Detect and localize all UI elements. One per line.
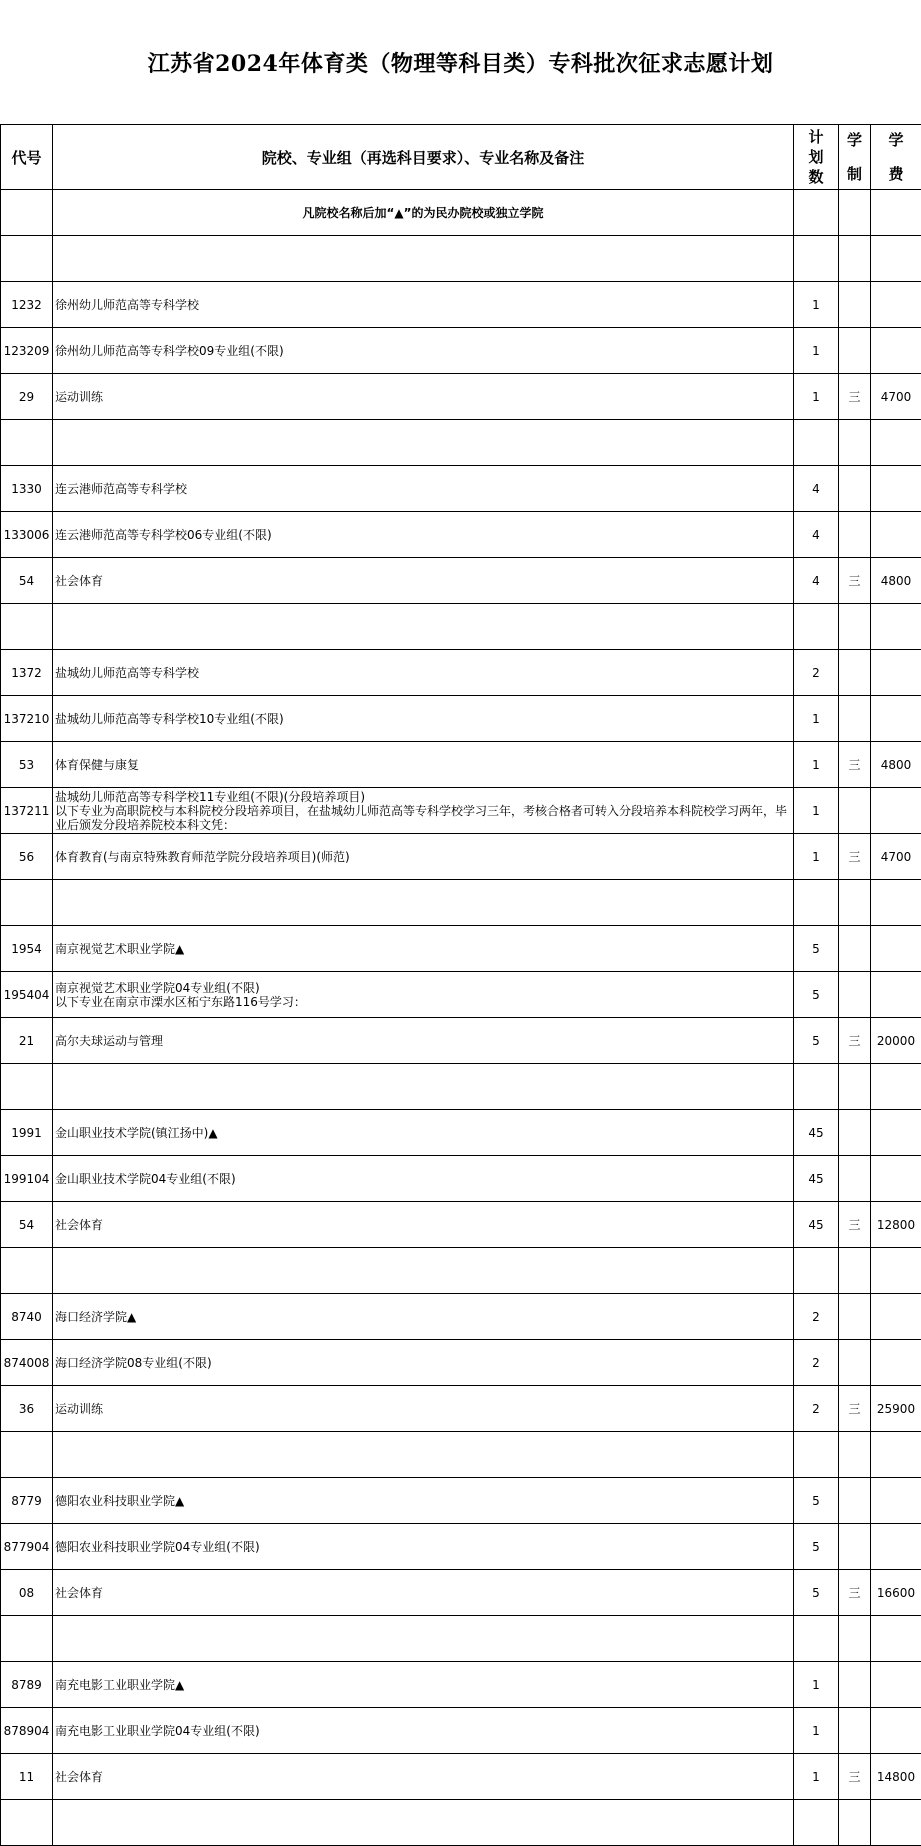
row-name: 连云港师范高等专科学校 (53, 466, 794, 512)
row-plan (794, 420, 839, 466)
row-plan: 1 (794, 834, 839, 880)
row-name: 金山职业技术学院04专业组(不限) (53, 1156, 794, 1202)
row-fee: 14800 (871, 1754, 921, 1800)
row-plan: 2 (794, 1294, 839, 1340)
row-duration (839, 972, 871, 1018)
header-name: 院校、专业组（再选科目要求）、专业名称及备注 (53, 125, 794, 190)
row-fee: 25900 (871, 1386, 921, 1432)
table-row (1, 328, 921, 374)
table-row (1, 558, 921, 604)
row-name: 连云港师范高等专科学校06专业组(不限) (53, 512, 794, 558)
row-plan (794, 1432, 839, 1478)
table-row (1, 1202, 921, 1248)
row-fee (871, 972, 921, 1018)
spacer-row (1, 604, 921, 650)
row-fee: 16600 (871, 1570, 921, 1616)
row-code: 137211 (1, 788, 53, 834)
header-fee-char: 学 (871, 130, 921, 150)
row-duration: 三 (839, 1754, 871, 1800)
row-name (53, 1248, 794, 1294)
row-fee (871, 512, 921, 558)
row-duration (839, 1708, 871, 1754)
row-name: 体育保健与康复 (53, 742, 794, 788)
table-row (1, 926, 921, 972)
row-duration (839, 1662, 871, 1708)
row-duration (839, 696, 871, 742)
row-code: 8789 (1, 1662, 53, 1708)
row-name: 南京视觉艺术职业学院▲ (53, 926, 794, 972)
row-name: 社会体育 (53, 1754, 794, 1800)
row-plan: 2 (794, 1340, 839, 1386)
table-row (1, 1294, 921, 1340)
row-plan: 5 (794, 972, 839, 1018)
row-plan: 1 (794, 282, 839, 328)
row-duration: 三 (839, 374, 871, 420)
spacer-row (1, 1064, 921, 1110)
spacer-row (1, 1248, 921, 1294)
row-fee (871, 282, 921, 328)
row-code (1, 1800, 53, 1846)
table-row (1, 1754, 921, 1800)
table-row (1, 1110, 921, 1156)
table-row (1, 1156, 921, 1202)
row-duration (839, 604, 871, 650)
table-row (1, 650, 921, 696)
row-duration: 三 (839, 1386, 871, 1432)
row-duration (839, 1524, 871, 1570)
row-duration (839, 1248, 871, 1294)
row-duration (839, 1616, 871, 1662)
table-row (1, 1478, 921, 1524)
row-plan: 4 (794, 466, 839, 512)
row-plan: 5 (794, 1524, 839, 1570)
row-code: 53 (1, 742, 53, 788)
row-duration (839, 282, 871, 328)
row-code: 133006 (1, 512, 53, 558)
notice-empty-cell (794, 190, 839, 236)
row-duration (839, 236, 871, 282)
row-fee (871, 1110, 921, 1156)
header-plan (794, 125, 839, 190)
row-code: 21 (1, 1018, 53, 1064)
row-plan: 1 (794, 1662, 839, 1708)
row-fee (871, 880, 921, 926)
row-code (1, 420, 53, 466)
row-code (1, 236, 53, 282)
row-fee (871, 1662, 921, 1708)
table-row (1, 1386, 921, 1432)
row-code: 195404 (1, 972, 53, 1018)
row-plan: 5 (794, 926, 839, 972)
row-name: 运动训练 (53, 1386, 794, 1432)
row-code: 54 (1, 558, 53, 604)
table-row (1, 512, 921, 558)
row-plan (794, 1616, 839, 1662)
row-name: 运动训练 (53, 374, 794, 420)
row-fee (871, 1616, 921, 1662)
row-duration (839, 1340, 871, 1386)
row-duration: 三 (839, 834, 871, 880)
row-fee: 4700 (871, 374, 921, 420)
row-code: 36 (1, 1386, 53, 1432)
row-plan: 1 (794, 328, 839, 374)
table-row (1, 374, 921, 420)
row-fee (871, 1294, 921, 1340)
row-code: 878904 (1, 1708, 53, 1754)
row-name: 南京视觉艺术职业学院04专业组(不限) 以下专业在南京市溧水区柘宁东路116号学习： (53, 972, 794, 1018)
table-row (1, 1708, 921, 1754)
row-code: 29 (1, 374, 53, 420)
row-code: 1232 (1, 282, 53, 328)
table-row (1, 466, 921, 512)
spacer-row (1, 1616, 921, 1662)
row-name: 社会体育 (53, 1570, 794, 1616)
row-name (53, 880, 794, 926)
row-name: 南充电影工业职业学院▲ (53, 1662, 794, 1708)
row-fee (871, 1478, 921, 1524)
row-duration (839, 926, 871, 972)
row-plan (794, 1248, 839, 1294)
row-code: 11 (1, 1754, 53, 1800)
row-code: 1954 (1, 926, 53, 972)
row-fee (871, 420, 921, 466)
row-fee: 20000 (871, 1018, 921, 1064)
row-fee (871, 328, 921, 374)
row-code: 1330 (1, 466, 53, 512)
table-row (1, 1340, 921, 1386)
row-code: 877904 (1, 1524, 53, 1570)
row-duration (839, 328, 871, 374)
row-name: 盐城幼儿师范高等专科学校 (53, 650, 794, 696)
notice-empty-cell (839, 190, 871, 236)
row-fee: 12800 (871, 1202, 921, 1248)
row-code (1, 1248, 53, 1294)
header-fee-char: 费 (871, 164, 921, 184)
row-duration (839, 1110, 871, 1156)
row-duration: 三 (839, 1570, 871, 1616)
row-plan: 1 (794, 742, 839, 788)
row-fee (871, 1432, 921, 1478)
row-duration (839, 1294, 871, 1340)
table-row (1, 742, 921, 788)
row-name: 德阳农业科技职业学院04专业组(不限) (53, 1524, 794, 1570)
row-code: 56 (1, 834, 53, 880)
spacer-row (1, 236, 921, 282)
plan-table (0, 124, 921, 1846)
row-code (1, 880, 53, 926)
row-duration (839, 650, 871, 696)
row-plan: 1 (794, 1754, 839, 1800)
notice-code-cell (1, 190, 53, 236)
header-duration (839, 125, 871, 190)
spacer-row (1, 420, 921, 466)
row-name: 海口经济学院08专业组(不限) (53, 1340, 794, 1386)
row-name: 南充电影工业职业学院04专业组(不限) (53, 1708, 794, 1754)
row-name: 盐城幼儿师范高等专科学校10专业组(不限) (53, 696, 794, 742)
row-duration: 三 (839, 1202, 871, 1248)
row-fee (871, 788, 921, 834)
row-duration: 三 (839, 558, 871, 604)
row-code: 54 (1, 1202, 53, 1248)
row-name: 金山职业技术学院(镇江扬中)▲ (53, 1110, 794, 1156)
row-plan: 5 (794, 1570, 839, 1616)
spacer-row (1, 1800, 921, 1846)
row-code: 1991 (1, 1110, 53, 1156)
row-code (1, 1064, 53, 1110)
header-duration-char: 学 (839, 130, 870, 150)
row-plan: 5 (794, 1018, 839, 1064)
row-fee (871, 466, 921, 512)
row-plan: 5 (794, 1478, 839, 1524)
row-fee (871, 1064, 921, 1110)
row-duration: 三 (839, 742, 871, 788)
row-plan: 4 (794, 558, 839, 604)
row-code (1, 1432, 53, 1478)
row-name: 社会体育 (53, 1202, 794, 1248)
spacer-row (1, 1432, 921, 1478)
row-code: 8740 (1, 1294, 53, 1340)
row-fee (871, 604, 921, 650)
row-plan: 1 (794, 696, 839, 742)
header-plan-char: 划 (794, 147, 838, 167)
row-fee (871, 926, 921, 972)
row-plan: 45 (794, 1110, 839, 1156)
notice-row (1, 190, 921, 236)
row-name: 高尔夫球运动与管理 (53, 1018, 794, 1064)
row-name: 德阳农业科技职业学院▲ (53, 1478, 794, 1524)
row-plan: 2 (794, 1386, 839, 1432)
row-duration (839, 1064, 871, 1110)
row-plan (794, 604, 839, 650)
row-fee (871, 1708, 921, 1754)
row-fee: 4700 (871, 834, 921, 880)
table-row (1, 788, 921, 834)
table-row (1, 1570, 921, 1616)
row-plan (794, 1064, 839, 1110)
row-name: 社会体育 (53, 558, 794, 604)
row-fee (871, 1524, 921, 1570)
row-name (53, 604, 794, 650)
row-fee (871, 1800, 921, 1846)
notice-text: 凡院校名称后加“▲”的为民办院校或独立学院 (53, 190, 794, 236)
notice-empty-cell (871, 190, 921, 236)
row-name: 盐城幼儿师范高等专科学校11专业组(不限)(分段培养项目) 以下专业为高职院校与本科院校分段培养项目，在盐城幼儿师范高等专科学校学习三年，考核合格者可转入分段培养本科院校学习两年，毕业后颁发分段培养院校本科文凭： (53, 788, 794, 834)
row-fee: 4800 (871, 742, 921, 788)
row-plan (794, 236, 839, 282)
row-code: 08 (1, 1570, 53, 1616)
table-row (1, 1018, 921, 1064)
header-code: 代号 (1, 125, 53, 190)
header-duration-char: 制 (839, 164, 870, 184)
row-duration (839, 788, 871, 834)
row-name (53, 1064, 794, 1110)
row-name: 徐州幼儿师范高等专科学校09专业组(不限) (53, 328, 794, 374)
row-name (53, 1800, 794, 1846)
row-name (53, 1432, 794, 1478)
row-name (53, 236, 794, 282)
row-duration (839, 466, 871, 512)
row-plan: 1 (794, 1708, 839, 1754)
row-code (1, 604, 53, 650)
table-row (1, 1662, 921, 1708)
row-fee (871, 1340, 921, 1386)
row-plan (794, 1800, 839, 1846)
table-row (1, 1524, 921, 1570)
row-duration (839, 1156, 871, 1202)
header-plan-char: 数 (794, 167, 838, 187)
row-plan: 1 (794, 788, 839, 834)
row-code: 874008 (1, 1340, 53, 1386)
row-fee (871, 650, 921, 696)
table-row (1, 282, 921, 328)
row-duration (839, 1800, 871, 1846)
row-code: 199104 (1, 1156, 53, 1202)
row-code: 123209 (1, 328, 53, 374)
row-code: 1372 (1, 650, 53, 696)
spacer-row (1, 880, 921, 926)
row-name: 海口经济学院▲ (53, 1294, 794, 1340)
table-row (1, 834, 921, 880)
row-code (1, 1616, 53, 1662)
row-plan: 4 (794, 512, 839, 558)
row-plan: 45 (794, 1202, 839, 1248)
row-fee: 4800 (871, 558, 921, 604)
row-name: 徐州幼儿师范高等专科学校 (53, 282, 794, 328)
row-plan (794, 880, 839, 926)
row-fee (871, 1156, 921, 1202)
row-name: 体育教育(与南京特殊教育师范学院分段培养项目)(师范) (53, 834, 794, 880)
row-plan: 45 (794, 1156, 839, 1202)
header-plan-char: 计 (794, 127, 838, 147)
row-plan: 2 (794, 650, 839, 696)
table-row (1, 696, 921, 742)
header-row (1, 125, 921, 190)
row-fee (871, 1248, 921, 1294)
row-name (53, 1616, 794, 1662)
document-title: 江苏省2024年体育类（物理等科目类）专科批次征求志愿计划 (0, 0, 921, 124)
row-name (53, 420, 794, 466)
row-duration (839, 420, 871, 466)
row-duration (839, 880, 871, 926)
row-code: 8779 (1, 1478, 53, 1524)
table-row (1, 972, 921, 1018)
row-fee (871, 696, 921, 742)
row-duration (839, 512, 871, 558)
row-duration (839, 1432, 871, 1478)
row-fee (871, 236, 921, 282)
header-fee (871, 125, 921, 190)
row-plan: 1 (794, 374, 839, 420)
row-duration: 三 (839, 1018, 871, 1064)
row-duration (839, 1478, 871, 1524)
row-code: 137210 (1, 696, 53, 742)
